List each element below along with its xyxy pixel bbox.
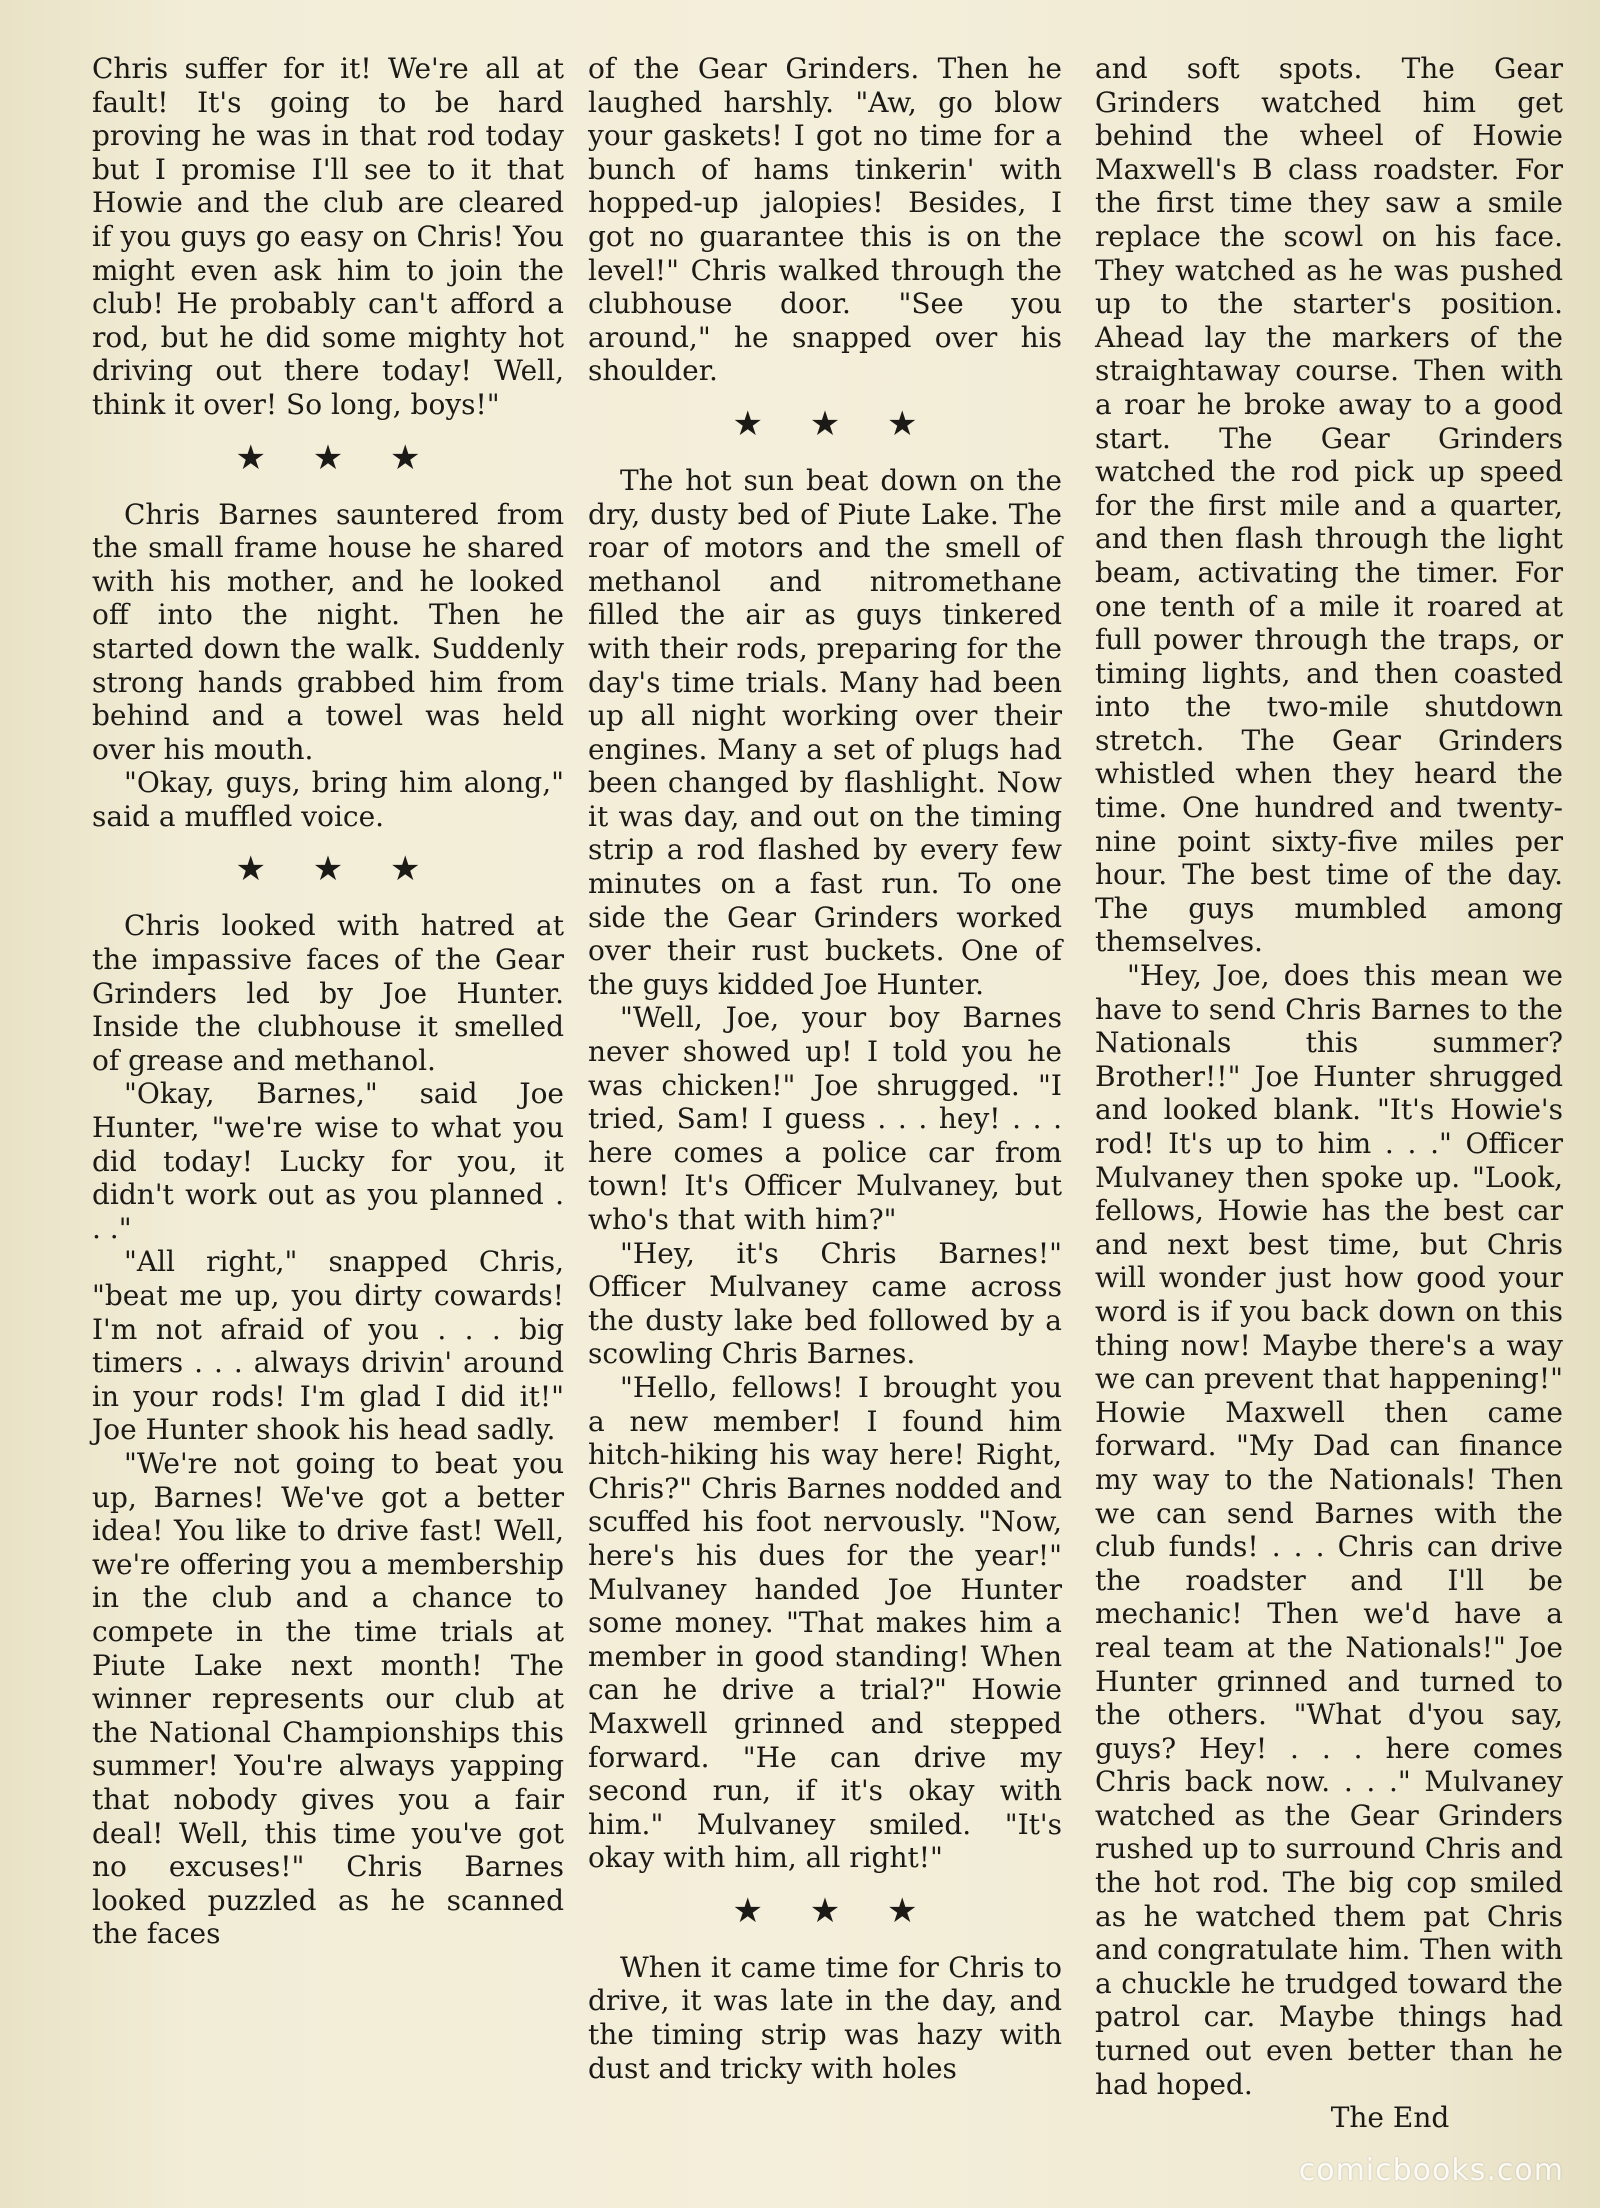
paragraph: "We're not going to beat you up, Barnes! We've got a better idea! You like to drive fast! Well, we're offering you a membership in the club and a chance to compete in the time trials at Piute Lake next month! The winner represents our club at the National Championships this summer! You're always yapping that nobody gives you a fair deal! Well, this time you've got no excuses!" Chris Barnes looked puzzled as he scanned the faces xyxy=(92,1446,564,1951)
paragraph: "Hello, fellows! I brought you a new member! I found him hitch-hiking his way here! Right, Chris?" Chris Barnes nodded and scuffed his foot nervously. "Now, here's his dues for the year!" Mulvaney handed Joe Hunter some money. "That makes him a member in good standing! When can he drive a trial?" Howie Maxwell grinned and stepped forward. "He can drive my second run, if it's okay with him." Mulvaney smiled. "It's okay with him, all right!" xyxy=(588,1370,1062,1875)
text-column-1 xyxy=(92,52,564,1951)
section-break-stars: ★ ★ ★ xyxy=(235,849,439,890)
text-column-3 xyxy=(1095,52,1563,2135)
paragraph: "Hey, Joe, does this mean we have to send Chris Barnes to the Nationals this summer? Brother!!" Joe Hunter shrugged and looked blank. "It's Howie's rod! It's up to him . . ." Officer Mulvaney then spoke up. "Look, fellows, Howie has the best car and next best time, but Chris will wonder just how good your word is if you back down on this thing now! Maybe there's a way we can prevent that happening!" Howie Maxwell then came forward. "My Dad can finance my way to the Nationals! Then we can send Barnes with the club funds! . . . Chris can drive the roadster and I'll be mechanic! Then we'd have a real team at the Nationals!" Joe Hunter grinned and turned to the others. "What d'you say, guys? Hey! . . . here comes Chris back now. . . ." Mulvaney watched as the Gear Grinders rushed up to surround Chris and the hot rod. The big cop smiled as he watched them pat Chris and congratulate him. Then with a chuckle he trudged toward the patrol car. Maybe things had turned out even better than he had hoped. xyxy=(1095,959,1563,2101)
the-end-label: The End xyxy=(1330,2101,1450,2135)
paragraph: of the Gear Grinders. Then he laughed harshly. "Aw, go blow your gaskets! I got no time for a bunch of hams tinkerin' with hopped-up jalopies! Besides, I got no guarantee this is on the level!" Chris walked through the clubhouse door. "See you around," he snapped over his shoulder. xyxy=(588,52,1062,388)
paragraph: Chris suffer for it! We're all at fault! It's going to be hard proving he was in that rod today but I promise I'll see to it that Howie and the club are cleared if you guys go easy on Chris! You might even ask him to join the club! He probably can't afford a rod, but he did some mighty hot driving out there today! Well, think it over! So long, boys!" xyxy=(92,52,564,421)
paragraph: "Okay, Barnes," said Joe Hunter, "we're wise to what you did today! Lucky for you, it didn't work out as you planned . . ." xyxy=(92,1077,564,1245)
paragraph: "Okay, guys, bring him along," said a muffled voice. xyxy=(92,766,564,833)
paragraph: Chris Barnes sauntered from the small frame house he shared with his mother, and he looked off into the night. Then he started down the walk. Suddenly strong hands grabbed him from behind and a towel was held over his mouth. xyxy=(92,497,564,766)
section-break-stars: ★ ★ ★ xyxy=(235,437,439,478)
paragraph: and soft spots. The Gear Grinders watched him get behind the wheel of Howie Maxwell's B class roadster. For the first time they saw a smile replace the scowl on his face. They watched as he was pushed up to the starter's position. Ahead lay the markers of the straightaway course. Then with a roar he broke away to a good start. The Gear Grinders watched the rod pick up speed for the first mile and a quarter, and then flash through the light beam, activating the timer. For one tenth of a mile it roared at full power through the traps, or timing lights, and then coasted into the two-mile shutdown stretch. The Gear Grinders whistled when they heard the time. One hundred and twenty-nine point sixty-five miles per hour. The best time of the day. The guys mumbled among themselves. xyxy=(1095,52,1563,959)
paragraph: Chris looked with hatred at the impassive faces of the Gear Grinders led by Joe Hunter. Inside the clubhouse it smelled of grease and methanol. xyxy=(92,909,564,1077)
section-break-stars: ★ ★ ★ xyxy=(732,403,936,444)
paragraph: "Hey, it's Chris Barnes!" Officer Mulvaney came across the dusty lake bed followed by a scowling Chris Barnes. xyxy=(588,1236,1062,1371)
section-break-stars: ★ ★ ★ xyxy=(732,1890,936,1931)
paragraph: "Well, Joe, your boy Barnes never showed up! I told you he was chicken!" Joe shrugged. "I tried, Sam! I guess . . . hey! . . . here comes a police car from town! It's Officer Mulvaney, but who's that with him?" xyxy=(588,1001,1062,1236)
paragraph: The hot sun beat down on the dry, dusty bed of Piute Lake. The roar of motors and the smell of methanol and nitromethane filled the air as guys tinkered with their rods, preparing for the day's time trials. Many had been up all night working over their engines. Many a set of plugs had been changed by flashlight. Now it was day, and out on the timing strip a rod flashed by every few minutes on a fast run. To one side the Gear Grinders worked over their rust buckets. One of the guys kidded Joe Hunter. xyxy=(588,463,1062,1001)
paragraph: "All right," snapped Chris, "beat me up, you dirty cowards! I'm not afraid of you . . . big timers . . . always drivin' around in your rods! I'm glad I did it!" Joe Hunter shook his head sadly. xyxy=(92,1245,564,1447)
paragraph: When it came time for Chris to drive, it was late in the day, and the timing strip was hazy with dust and tricky with holes xyxy=(588,1950,1062,2085)
watermark-text: comicbooks.com xyxy=(1298,2153,1564,2188)
text-column-2 xyxy=(588,52,1062,2085)
